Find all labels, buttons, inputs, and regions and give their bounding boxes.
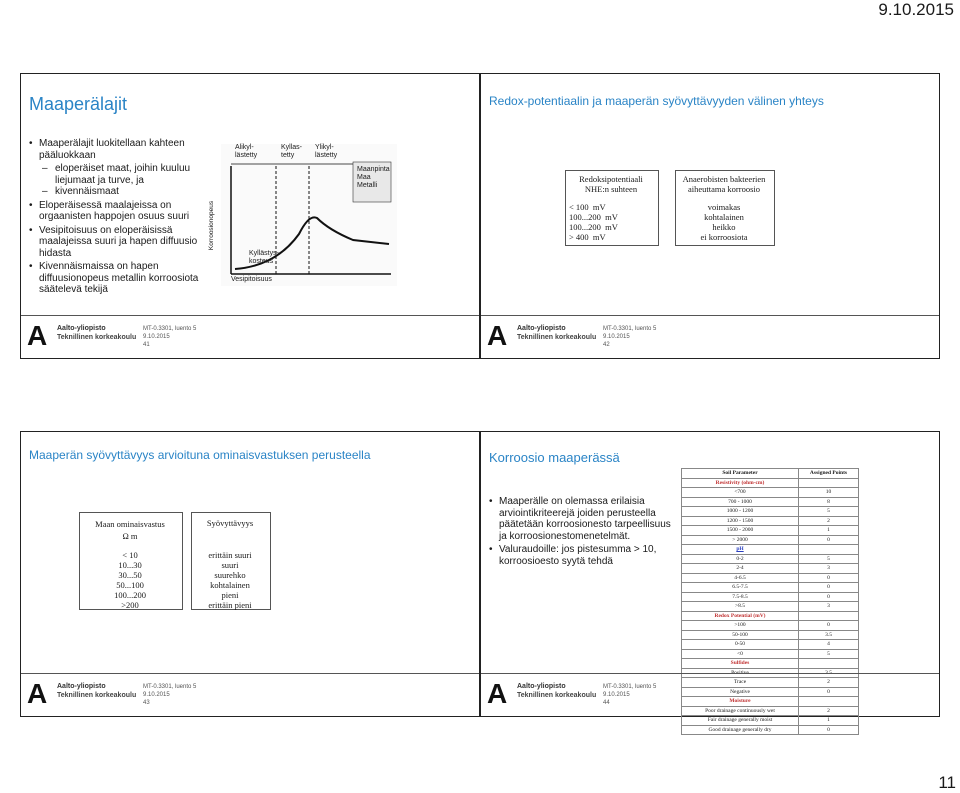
corrosivity-values: erittäin suuri suuri suurehko kohtalainen pieni erittäin pieni [208,550,252,610]
footer-date: 9.10.2015 [603,334,630,340]
table-cell-parameter: <700 [682,488,799,498]
corrosion-figure [208,144,397,286]
bullet-item: • Valuraudoille: jos pistesumma > 10, korroosioesto syytä tehdä [487,544,673,567]
table-cell-parameter: 1200 - 1500 [682,516,799,526]
table-cell-points: 5 [799,554,859,564]
y-axis-label: Korroosionopeus [208,200,216,251]
university-name: Aalto-yliopisto [57,325,106,332]
label-saturation-moisture: Kyllästys- kosteus [249,250,279,265]
table-row [682,573,859,583]
table-cell-parameter: pH [682,545,799,555]
redox-table [565,174,775,244]
table-row [682,583,859,593]
page-number: 11 [938,773,956,792]
table-cell-parameter: 7.5-8.5 [682,592,799,602]
slide-44 [480,431,940,733]
label-undersaturated: Alikyl- lästetty [235,144,258,159]
university-name: Aalto-yliopisto [57,683,106,690]
table-header-row [682,469,859,479]
resistivity-values: < 10 10...30 30...50 50...100 100...200 >200 [114,550,146,610]
x-axis-label: Vesipitoisuus [231,276,272,283]
table-header-corrosion: Anaerobisten bakteerien aiheuttama korroosio [682,174,766,194]
table-row [682,535,859,545]
slide-footer [21,315,479,358]
bullet-list [27,138,217,298]
bullet-item: • Kivennäismaissa on hapen diffuusionopeus metallin korroosiota säätelevä tekijä [27,261,217,296]
school-name: Teknillinen korkeakoulu [57,692,137,699]
table-row [682,545,859,555]
table-row [682,716,859,726]
footer-date: 9.10.2015 [603,692,630,698]
table-cell-parameter: Trace [682,678,799,688]
table-cell-parameter: 700 - 1000 [682,497,799,507]
table-cell-points: 1 [799,716,859,726]
table-row [682,564,859,574]
university-name: Aalto-yliopisto [517,683,566,690]
slide-title: Maaperälajit [29,94,128,114]
table-cell-points [799,659,859,669]
label-soil-surface: Maanpinta Maa Metalli [357,166,390,189]
table-row [682,554,859,564]
slide-title: Korroosio maaperässä [489,450,620,465]
slide-43 [20,431,480,717]
table-cell-points [799,545,859,555]
col-header-parameter: Soil Parameter [682,469,799,479]
slide-41 [20,73,480,359]
table-row [682,630,859,640]
course-code: MT-0.3301, luento 5 [603,684,657,690]
table-cell-parameter: 0-50 [682,640,799,650]
school-name: Teknillinen korkeakoulu [517,692,597,699]
aalto-logo: A [487,678,508,709]
label-saturated: Kyllas- tetty [281,144,303,159]
table-cell-parameter: Fair drainage generally moist [682,716,799,726]
footer-meta [143,683,196,707]
table-cell-points: 0 [799,573,859,583]
slide-number: 42 [603,342,610,348]
slide-title: Maaperän syövyttävyys arvioituna ominaisvastuksen perusteella [29,448,371,462]
table-cell-parameter: Positive [682,668,799,678]
table-cell-points: 0 [799,687,859,697]
table-cell-points: 10 [799,488,859,498]
table-cell-parameter: >8.5 [682,602,799,612]
bullet-item: • Eloperäisessä maalajeissa on orgaanisten happojen osuus suuri [27,200,217,223]
table-cell-points [799,478,859,488]
slide-title: Redox-potentiaalin ja maaperän syövyttävyyden välinen yhteys [489,94,824,108]
slide-footer [481,315,939,358]
school-name: Teknillinen korkeakoulu [517,334,597,341]
redox-values: < 100 mV 100...200 mV 100...200 mV > 400 mV [569,202,618,242]
label-oversaturated: Ylikyl- lästetty [315,144,338,159]
table-cell-parameter: 1000 - 1200 [682,507,799,517]
table-row [682,478,859,488]
table-row [682,507,859,517]
table-cell-points: 3 [799,602,859,612]
table-cell-parameter: Good drainage generally dry [682,725,799,735]
table-cell-points: 8 [799,497,859,507]
slide-number: 43 [143,700,150,706]
corrosion-values: voimakas kohtalainen heikko ei korroosiota [700,202,748,242]
slide-footer [21,673,479,716]
table-cell-points: 0 [799,535,859,545]
table-cell-points: 3 [799,564,859,574]
table-row [682,725,859,735]
table-cell-parameter: Redox Potential (mV) [682,611,799,621]
school-name: Teknillinen korkeakoulu [57,334,137,341]
table-cell-points: 0 [799,583,859,593]
table-row [682,602,859,612]
aalto-logo: A [27,678,48,709]
table-row [682,640,859,650]
table-cell-points: 3.5 [799,630,859,640]
table-cell-points: 3.5 [799,668,859,678]
slide-footer [481,673,939,716]
table-cell-parameter: Moisture [682,697,799,707]
table-cell-points: 0 [799,725,859,735]
table-row [682,659,859,669]
footer-meta [603,325,656,349]
table-cell-points: 1 [799,526,859,536]
table-row [682,526,859,536]
table-row [682,621,859,631]
bullet-item: • Maaperälajit luokitellaan kahteen pääluokkaan [27,138,217,161]
col-header-points: Assigned Points [799,469,859,479]
footer-date: 9.10.2015 [143,692,170,698]
bullet-item: • Maaperälle on olemassa erilaisia arviointikriteerejä joiden perusteella päätetään korroosionesto tarpeellisuus ja korroosionestomenetelmät. [487,496,673,542]
table-cell-parameter: 1500 - 2000 [682,526,799,536]
table-row [682,611,859,621]
course-code: MT-0.3301, luento 5 [143,684,197,690]
table-cell-points: 2 [799,516,859,526]
table-row [682,497,859,507]
table-cell-parameter: 2-4 [682,564,799,574]
table-cell-points: 5 [799,649,859,659]
bullet-item: • Vesipitoisuus on eloperäisissä maalajeissa suuri ja hapen diffuusio hidasta [27,225,217,260]
aalto-logo: A [487,320,508,351]
sub-bullet-item: – eloperäiset maat, joihin kuuluu liejumaat ja turve, ja [27,163,217,186]
table-cell-parameter: 4-6.5 [682,573,799,583]
table-cell-parameter: Resistivity (ohm-cm) [682,478,799,488]
table-row [682,488,859,498]
aalto-logo: A [27,320,48,351]
table-cell-points: 4 [799,640,859,650]
table-cell-points: 5 [799,507,859,517]
table-row [682,516,859,526]
table-cell-parameter: Negative [682,687,799,697]
sub-bullet-item: – kivennäismaat [27,186,217,198]
table-row [682,649,859,659]
table-header-corrosivity: Syövyttävyys [206,518,254,528]
footer-date: 9.10.2015 [143,334,170,340]
slide-number: 44 [603,700,610,706]
footer-meta [603,683,656,707]
table-cell-points: 0 [799,592,859,602]
table-cell-parameter: >100 [682,621,799,631]
slide-number: 41 [143,342,150,348]
page-date: 9.10.2015 [878,0,954,19]
resistivity-table [79,518,269,608]
table-cell-points: 2 [799,706,859,716]
table-cell-parameter: > 2000 [682,535,799,545]
table-header-redox: Redoksipotentiaali NHE:n suhteen [579,174,643,194]
footer-meta [143,325,196,349]
course-code: MT-0.3301, luento 5 [603,326,657,332]
table-cell-parameter: 6.5-7.5 [682,583,799,593]
table-cell-parameter: <0 [682,649,799,659]
table-row [682,592,859,602]
table-cell-parameter: Sulfides [682,659,799,669]
table-cell-points [799,611,859,621]
table-cell-points: 0 [799,621,859,631]
bullet-list [487,496,673,569]
table-header-resistivity: Maan ominaisvastus Ω m [95,519,165,541]
slide-42 [480,73,940,359]
course-code: MT-0.3301, luento 5 [143,326,197,332]
table-cell-parameter: Poor drainage continuously wet [682,706,799,716]
university-name: Aalto-yliopisto [517,325,566,332]
table-cell-parameter: 50-100 [682,630,799,640]
table-cell-points: 2 [799,678,859,688]
table-cell-parameter: 0-2 [682,554,799,564]
